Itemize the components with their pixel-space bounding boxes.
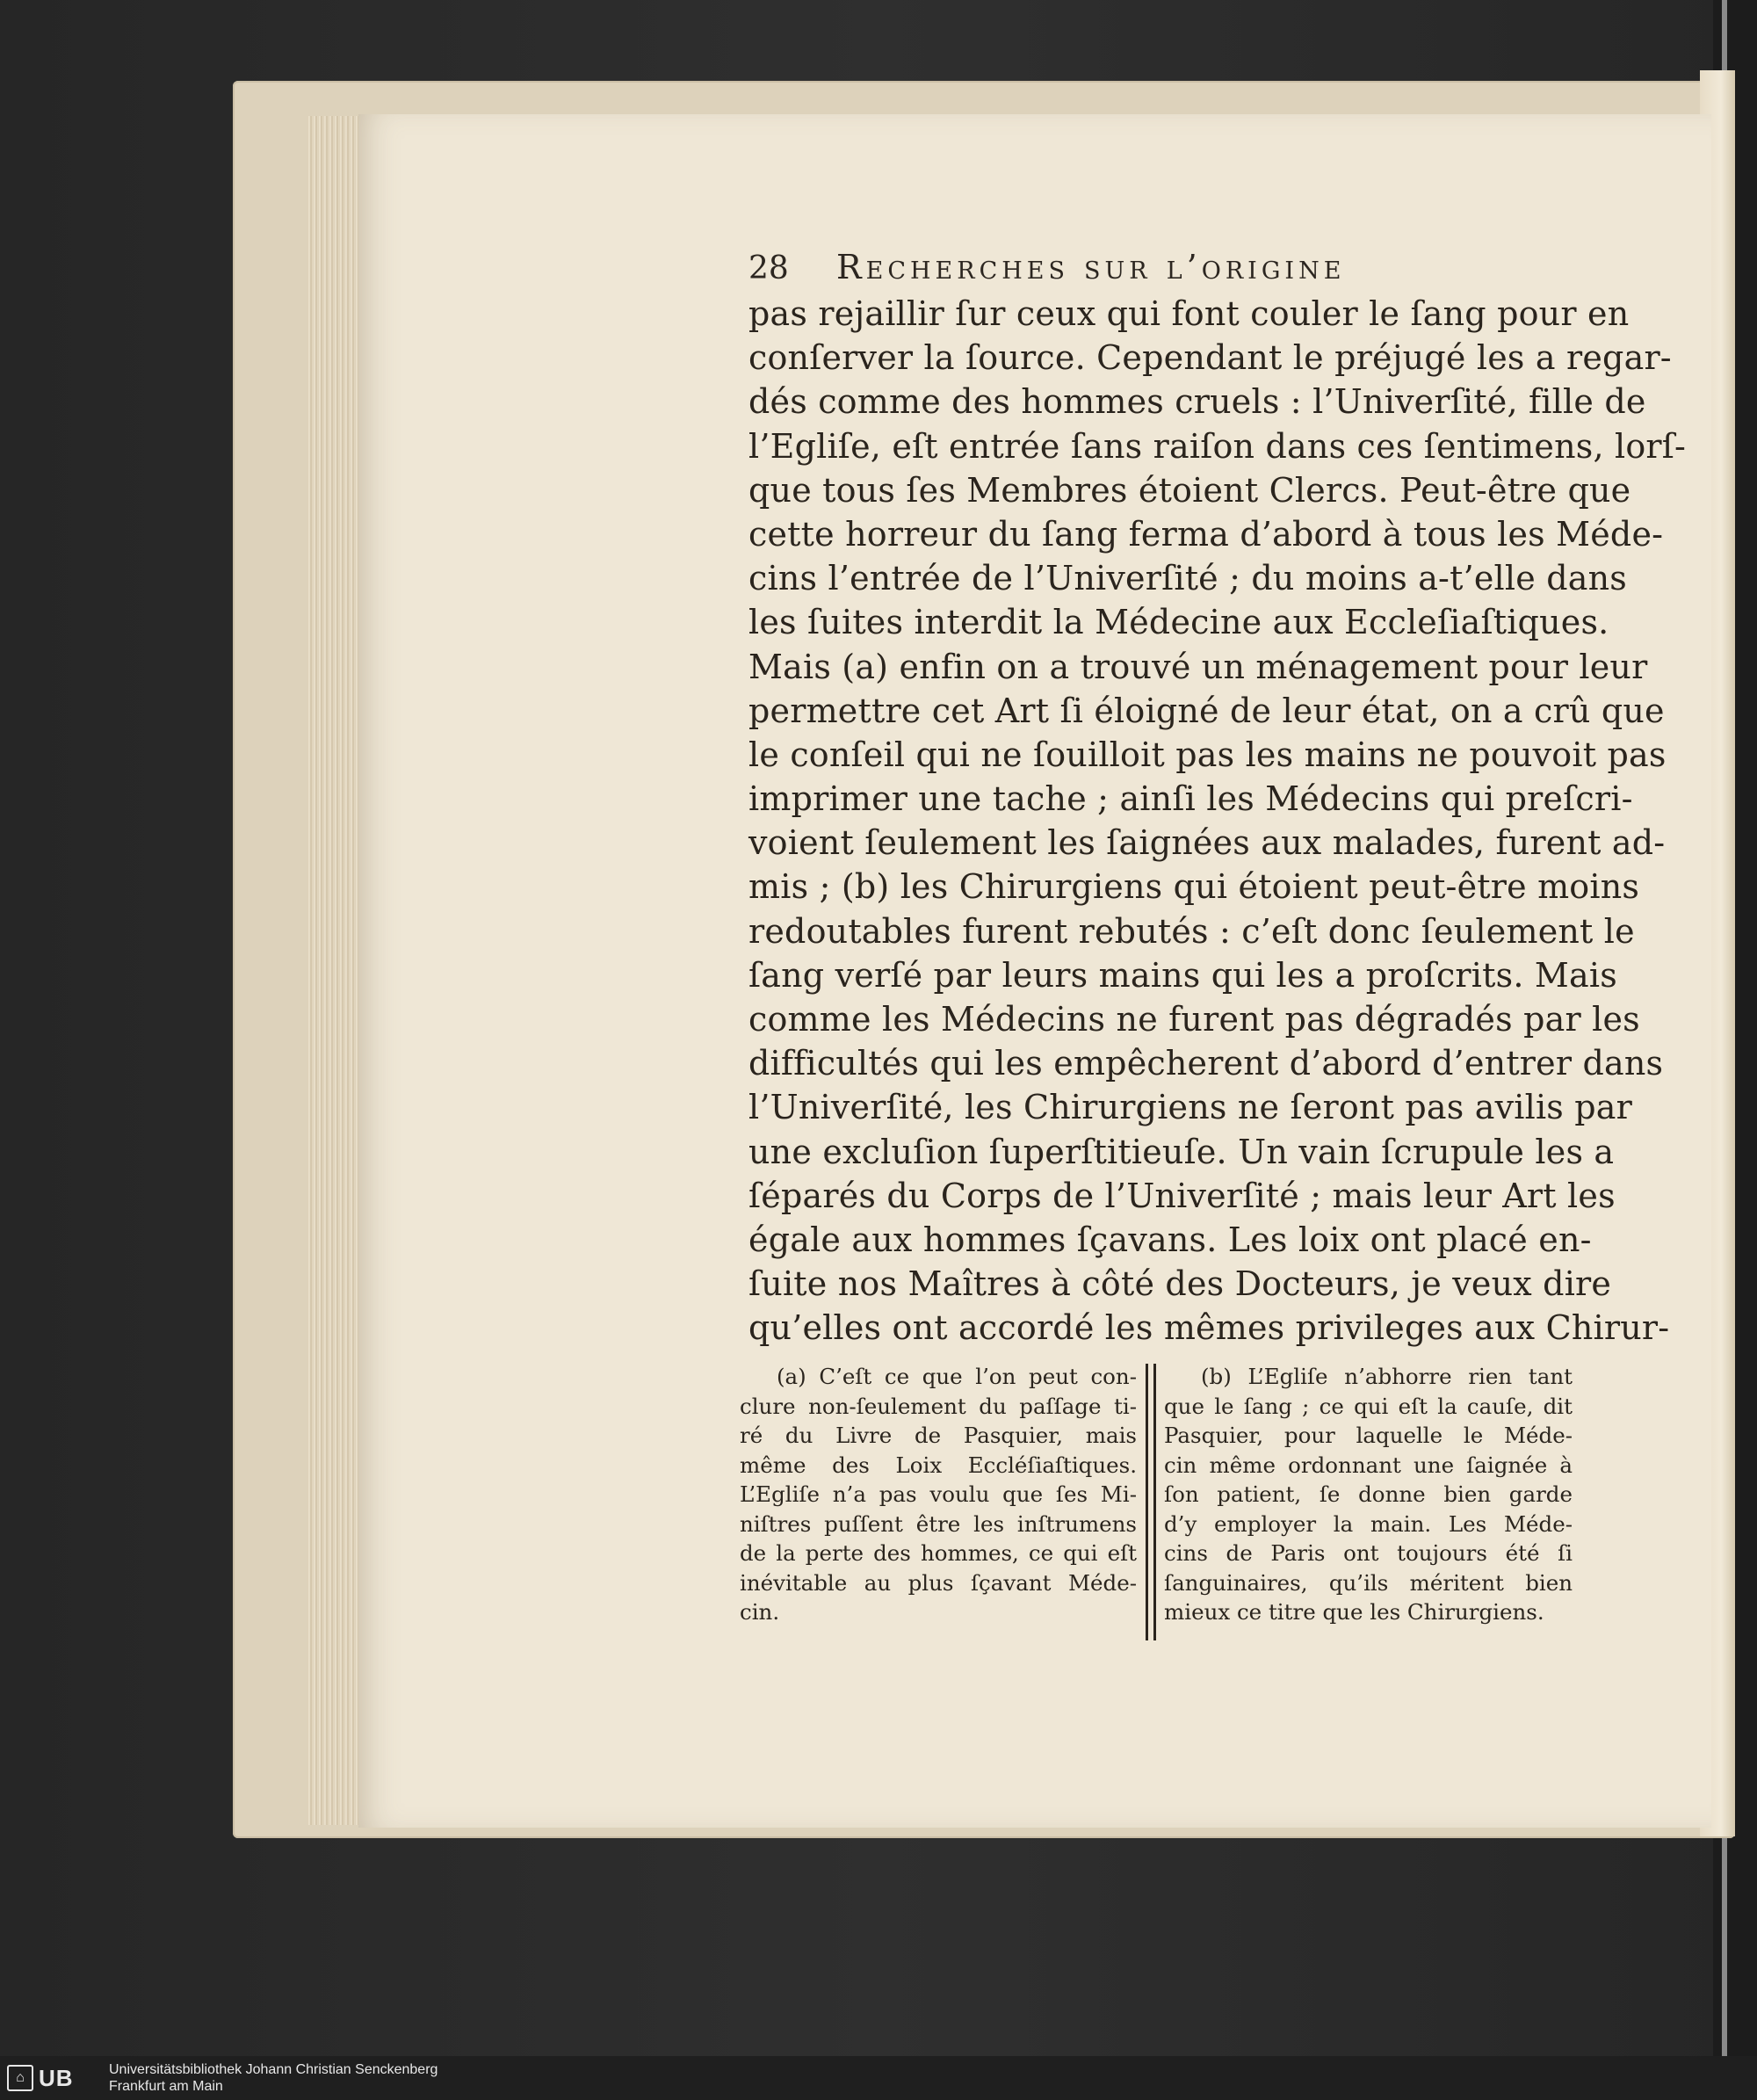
footnote-line: (b) L’Egliſe n’abhorre rien tant bbox=[1201, 1364, 1573, 1389]
footnote-line: d’y employer la main. Les Méde- bbox=[1164, 1510, 1573, 1537]
footnote-line: ſon patient, ſe donne bien garde bbox=[1164, 1481, 1573, 1507]
text-line: que tous ſes Membres étoient Clercs. Peut-être que bbox=[748, 470, 1631, 510]
text-line: comme les Médecins ne furent pas dégradés par les bbox=[748, 1000, 1640, 1039]
footnote-line: même des Loix Eccléſiaſtiques. bbox=[740, 1452, 1137, 1478]
text-line: difficultés qui les empêcherent d’abord d’entrer dans bbox=[748, 1044, 1664, 1083]
footnote-line: cins de Paris ont toujours été ſi bbox=[1164, 1540, 1573, 1566]
footnote-line: clure non-ſeulement du paſſage ti- bbox=[740, 1393, 1137, 1419]
text-line: pas rejaillir ſur ceux qui font couler le ſang pour en bbox=[748, 294, 1630, 333]
footnote-line: de la perte des hommes, ce qui eſt bbox=[740, 1540, 1137, 1566]
text-line: cins l’entrée de l’Univerſité ; du moins a-t’elle dans bbox=[748, 559, 1627, 598]
text-line: ſuite nos Maîtres à côté des Docteurs, je veux dire bbox=[748, 1264, 1612, 1304]
footnote-line: mieux ce titre que les Chirurgiens. bbox=[1164, 1599, 1544, 1625]
text-line: égale aux hommes ſçavans. Les loix ont placé en- bbox=[748, 1220, 1592, 1259]
footnote-line: que le ſang ; ce qui eſt la cauſe, dit bbox=[1164, 1393, 1573, 1419]
main-text-block bbox=[748, 292, 1687, 1351]
footnote-line: inévitable au plus ſçavant Méde- bbox=[740, 1569, 1137, 1596]
footnote-line: L’Egliſe n’a pas voulu que ſes Mi- bbox=[740, 1481, 1137, 1507]
footnote-line: (a) C’eſt ce que l’on peut con- bbox=[777, 1364, 1137, 1389]
text-line: voient ſeulement les ſaignées aux malades, furent ad- bbox=[748, 823, 1666, 863]
library-emblem-icon: ⌂ bbox=[7, 2065, 33, 2091]
running-title: Recherches sur l’origine bbox=[836, 248, 1346, 286]
institution-line-1: Universitätsbibliothek Johann Christian Senckenberg bbox=[109, 2062, 438, 2077]
text-line: le conſeil qui ne ſouilloit pas les mains ne pouvoit pas bbox=[748, 735, 1667, 774]
text-line: cette horreur du ſang ferma d’abord à tous les Méde- bbox=[748, 514, 1664, 554]
footnote-line: cin même ordonnant une ſaignée à bbox=[1164, 1452, 1573, 1478]
page-header bbox=[748, 248, 1442, 292]
institution-name bbox=[109, 2061, 437, 2095]
text-line: conſerver la ſource. Cependant le préjugé les a regar- bbox=[748, 338, 1672, 378]
page-stack-edges bbox=[307, 116, 361, 1825]
text-line: les ſuites interdit la Médecine aux Eccleſiaſtiques. bbox=[748, 603, 1609, 642]
text-line: permettre cet Art ſi éloigné de leur état, on a crû que bbox=[748, 691, 1665, 730]
footnote-line: ſanguinaires, qu’ils méritent bien bbox=[1164, 1569, 1573, 1596]
text-line: imprimer une tache ; ainſi les Médecins qui preſcri- bbox=[748, 779, 1633, 819]
text-line: redoutables furent rebutés : c’eſt donc ſeulement le bbox=[748, 911, 1635, 951]
text-line: une excluſion ſuperſtitieuſe. Un vain ſcrupule les a bbox=[748, 1132, 1615, 1171]
logo-text: UB bbox=[39, 2064, 74, 2091]
text-line: dés comme des hommes cruels : l’Univerſité, fille de bbox=[748, 382, 1646, 422]
text-line: ſéparés du Corps de l’Univerſité ; mais leur Art les bbox=[748, 1176, 1616, 1215]
footnote-line: ré du Livre de Pasquier, mais bbox=[740, 1423, 1137, 1448]
footnote-line: Pasquier, pour laquelle le Méde- bbox=[1164, 1423, 1573, 1448]
footnote-line: niſtres puſſent être les inſtrumens bbox=[740, 1510, 1137, 1537]
text-line: l’Egliſe, eſt entrée ſans raiſon dans ces ſentimens, lorſ- bbox=[748, 426, 1687, 466]
footnote-line: cin. bbox=[740, 1599, 780, 1625]
text-line: Mais (a) enfin on a trouvé un ménagement pour leur bbox=[748, 647, 1648, 686]
text-line: ſang verſé par leurs mains qui les a proſcrits. Mais bbox=[748, 955, 1617, 995]
footnote-b bbox=[1164, 1362, 1573, 1627]
text-line: qu’elles ont accordé les mêmes privileges aux Chirur- bbox=[748, 1308, 1670, 1348]
page-number: 28 bbox=[748, 250, 789, 286]
ub-logo[interactable] bbox=[7, 2061, 100, 2095]
text-line: l’Univerſité, les Chirurgiens ne ſeront pas avilis par bbox=[748, 1088, 1633, 1127]
footnote-a bbox=[740, 1362, 1137, 1627]
library-footer bbox=[0, 2056, 1757, 2100]
footnote-column-rule bbox=[1146, 1364, 1156, 1640]
text-line: mis ; (b) les Chirurgiens qui étoient peut-être moins bbox=[748, 867, 1640, 907]
institution-line-2: Frankfurt am Main bbox=[109, 2079, 223, 2094]
